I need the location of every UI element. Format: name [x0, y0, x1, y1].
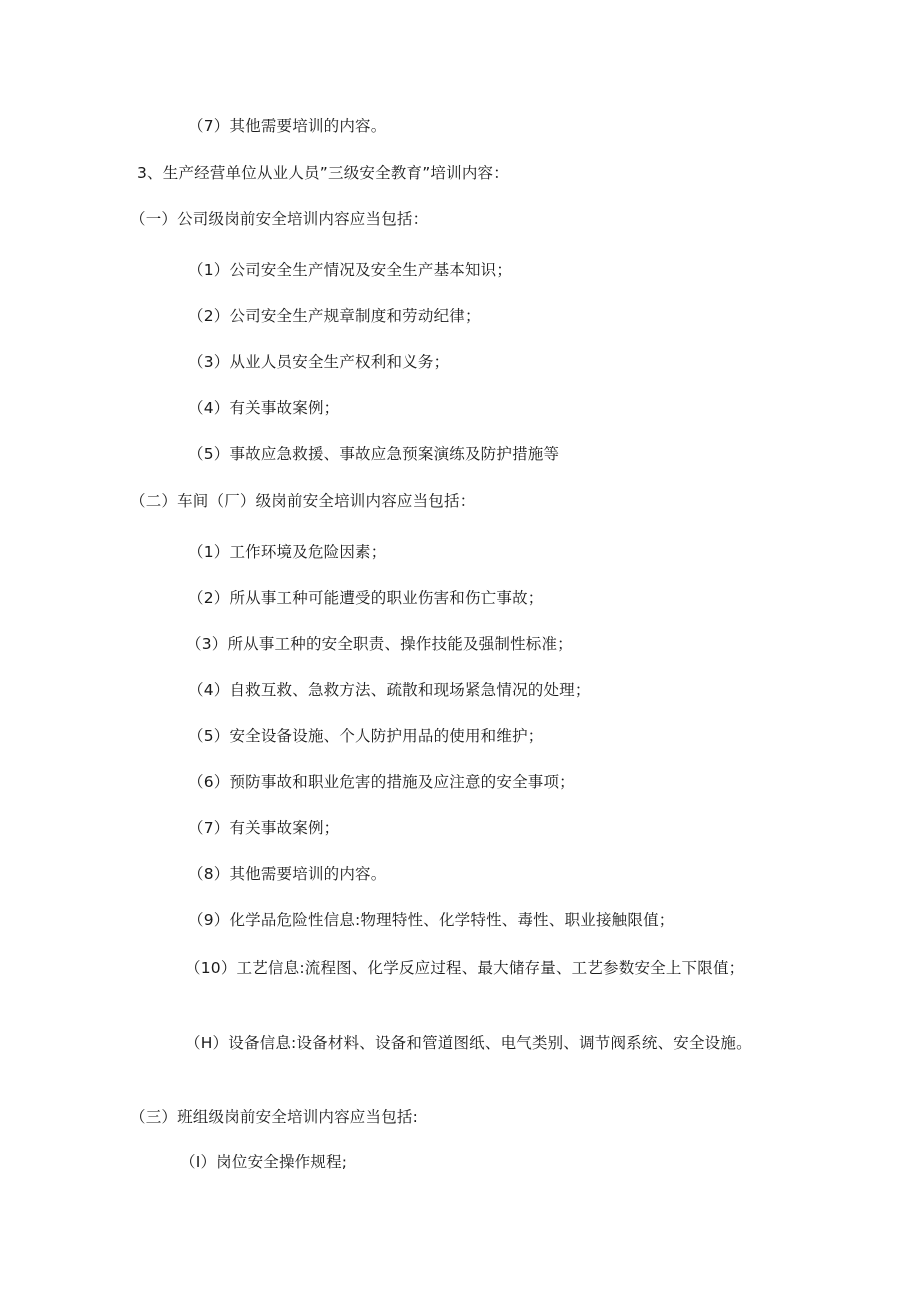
subsection-heading: （三）班组级岗前安全培训内容应当包括: [130, 1108, 419, 1126]
text-line: （5）安全设备设施、个人防护用品的使用和维护； [188, 727, 544, 745]
text-line: （7）有关事故案例； [188, 819, 340, 837]
text-line: （I）岗位安全操作规程; [180, 1153, 348, 1171]
text-line: （2）公司安全生产规章制度和劳动纪律； [188, 307, 481, 325]
text-line: （4）有关事故案例； [188, 399, 340, 417]
text-line: （5）事故应急救援、事故应急预案演练及防护措施等 [188, 445, 560, 463]
subsection-heading: （二）车间（厂）级岗前安全培训内容应当包括： [130, 492, 476, 510]
text-line: （1）工作环境及危险因素； [188, 543, 387, 561]
section-heading: 3、生产经营单位从业人员”三级安全教育”培训内容： [137, 164, 509, 182]
text-line: （7）其他需要培训的内容。 [188, 117, 387, 135]
text-line: （1）公司安全生产情况及安全生产基本知识； [188, 261, 513, 279]
text-paragraph: （H）设备信息:设备材料、设备和管道图纸、电气类别、调节阀系统、安全设施。 [185, 1034, 752, 1052]
text-line: （8）其他需要培训的内容。 [188, 865, 387, 883]
text-paragraph: （10）工艺信息:流程图、化学反应过程、最大储存量、工艺参数安全上下限值； [185, 959, 745, 977]
text-line: （2）所从事工种可能遭受的职业伤害和伤亡事故； [188, 589, 544, 607]
subsection-heading: （一）公司级岗前安全培训内容应当包括： [130, 210, 429, 228]
text-line: （6）预防事故和职业危害的措施及应注意的安全事项； [188, 773, 575, 791]
text-line: （4）自救互救、急救方法、疏散和现场紧急情况的处理； [188, 681, 591, 699]
text-line: （9）化学品危险性信息:物理特性、化学特性、毒性、职业接触限值； [188, 911, 675, 929]
text-line: （3）从业人员安全生产权利和义务； [188, 353, 450, 371]
text-line: （3）所从事工种的安全职责、操作技能及强制性标准； [186, 635, 573, 653]
